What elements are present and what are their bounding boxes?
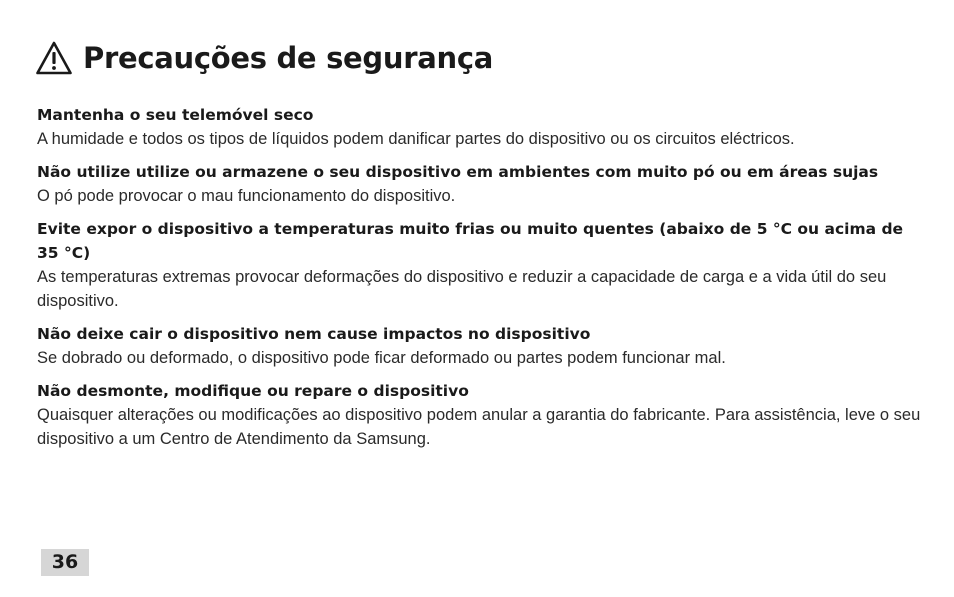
safety-precautions-list <box>37 103 927 460</box>
precaution-item <box>37 217 927 313</box>
precaution-item <box>37 379 927 451</box>
precaution-item <box>37 103 927 151</box>
precaution-text: Se dobrado ou deformado, o dispositivo pode ficar deformado ou partes podem funcionar mal. <box>37 349 726 367</box>
precaution-heading: Mantenha o seu telemóvel seco <box>37 106 314 124</box>
page-header <box>35 40 493 76</box>
precaution-text: O pó pode provocar o mau funcionamento do dispositivo. <box>37 187 456 205</box>
precaution-heading: Não deixe cair o dispositivo nem cause impactos no dispositivo <box>37 325 591 343</box>
precaution-text: As temperaturas extremas provocar deformações do dispositivo e reduzir a capacidade de carga e a vida útil do seu dispositivo. <box>37 268 887 310</box>
precaution-heading: Evite expor o dispositivo a temperaturas muito frias ou muito quentes (abaixo de 5 °C ou acima de 35 °C) <box>37 220 904 262</box>
precaution-item <box>37 322 927 370</box>
precaution-heading: Não utilize utilize ou armazene o seu dispositivo em ambientes com muito pó ou em áreas sujas <box>37 163 879 181</box>
warning-triangle-icon <box>35 40 73 76</box>
page-number: 36 <box>41 549 89 576</box>
precaution-item <box>37 160 927 208</box>
precaution-text: A humidade e todos os tipos de líquidos podem danificar partes do dispositivo ou os circuitos eléctricos. <box>37 130 795 148</box>
precaution-text: Quaisquer alterações ou modificações ao dispositivo podem anular a garantia do fabricante. Para assistência, leve o seu dispositivo a um Centro de Atendimento da Samsung. <box>37 406 921 448</box>
precaution-heading: Não desmonte, modifique ou repare o dispositivo <box>37 382 469 400</box>
page-title: Precauções de segurança <box>83 41 494 75</box>
